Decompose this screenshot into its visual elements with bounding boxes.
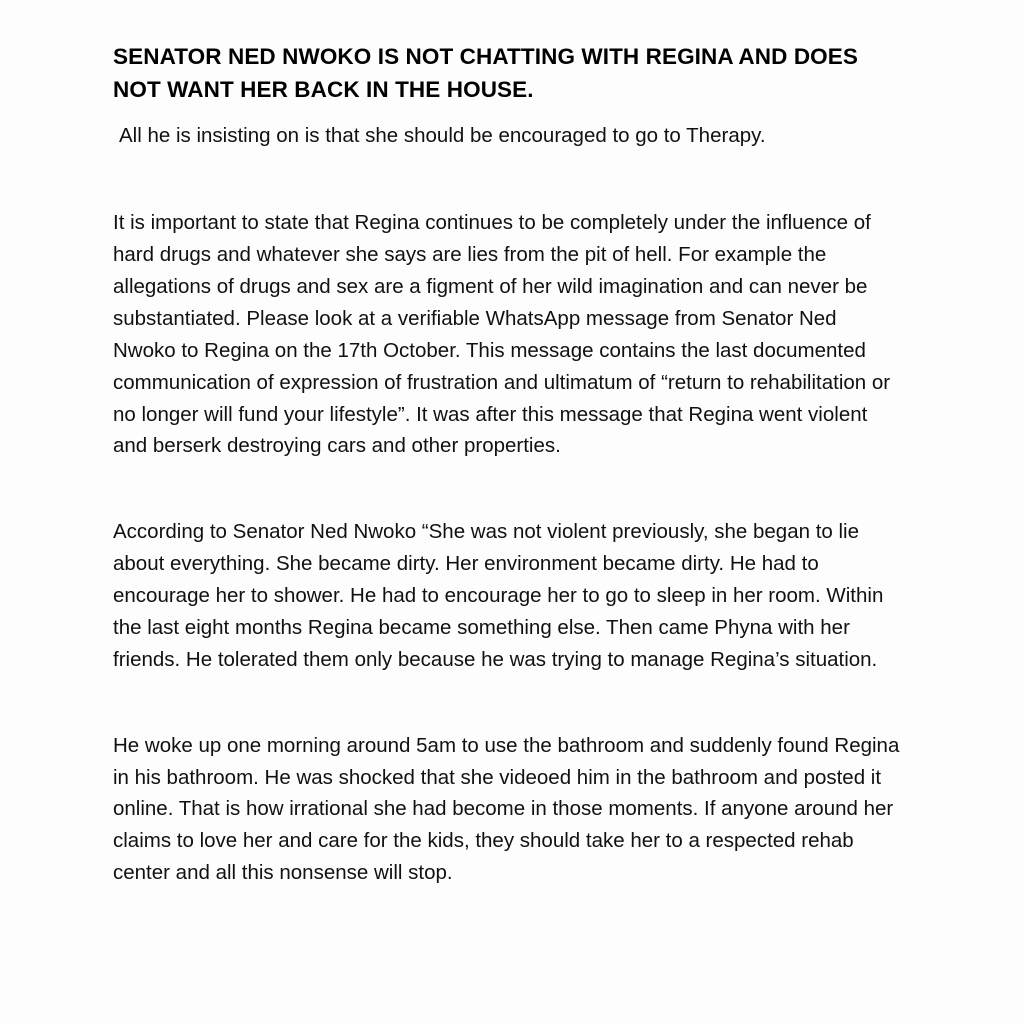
paragraph-1: It is important to state that Regina continues to be completely under the influence of hard drugs and whatever she says are lies from the pit of hell. For example the allegations of drugs and sex are a figment of her wild imagination and can never be substantiated. Please look at a verifiable WhatsApp message from Senator Ned Nwoko to Regina on the 17th October. This message contains the last documented communication of expression of frustration and ultimatum of “return to rehabilitation or no longer will fund your lifestyle”. It was after this message that Regina went violent and berserk destroying cars and other properties. (113, 211, 891, 458)
spacer-2 (113, 462, 904, 516)
page-title: SENATOR NED NWOKO IS NOT CHATTING WITH REGINA AND DOES NOT WANT HER BACK IN THE HOUSE. (113, 44, 858, 103)
paragraph-2: According to Senator Ned Nwoko “She was not violent previously, she began to lie about everything. She became dirty. Her environment became dirty. He had to encourage her to shower. He had to encourage her to go to sleep in her room. Within the last eight months Regina became something else. Then came Phyna with her friends. He tolerated them only because he was trying to manage Regina’s situation. (113, 520, 884, 671)
subheadline: All he is insisting on is that she should be encouraged to go to Therapy. (119, 123, 766, 147)
spacer-1 (113, 151, 904, 207)
spacer-3 (113, 676, 904, 730)
paragraph-3: He woke up one morning around 5am to use the bathroom and suddenly found Regina in his bathroom. He was shocked that she videoed him in the bathroom and posted it online. That is how irrational she had become in those moments. If anyone around her claims to love her and care for the kids, they should take her to a respected rehab center and all this nonsense will stop. (113, 733, 900, 885)
